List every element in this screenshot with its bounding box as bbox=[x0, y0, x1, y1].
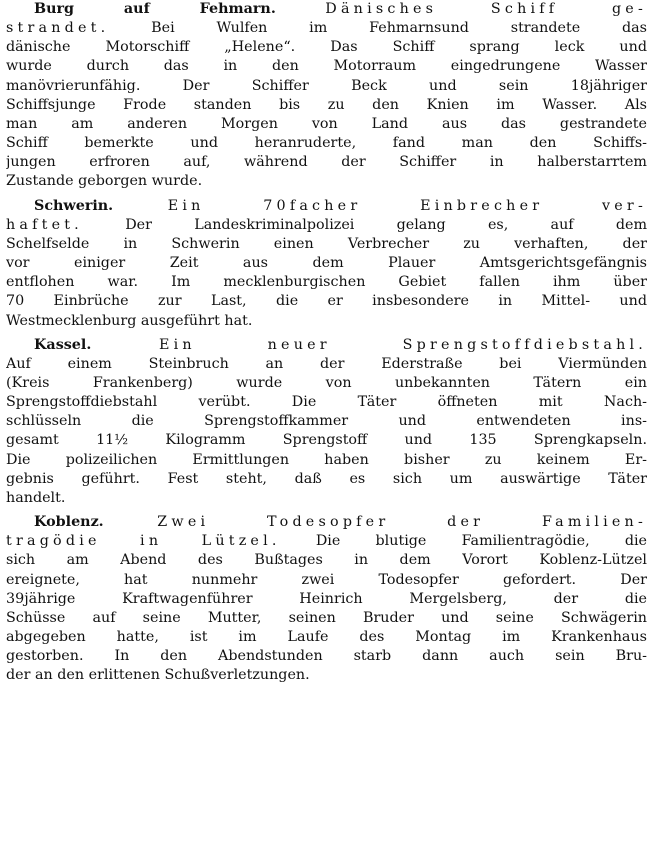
article-line bbox=[6, 0, 647, 19]
article-place: Koblenz. bbox=[34, 514, 104, 531]
article-line bbox=[6, 216, 647, 235]
article-headline: Ein 70facher Einbrecher ver- bbox=[167, 197, 647, 214]
article-headline: Zwei Todesopfer der Familien- bbox=[157, 514, 647, 531]
article-line: 39jährige Kraftwagenführer Heinrich Mergelsberg, der die bbox=[6, 590, 647, 607]
article-line bbox=[6, 336, 647, 355]
article-kassel bbox=[6, 336, 647, 508]
article-headline: Ein neuer Sprengstoffdiebstahl. bbox=[158, 336, 647, 353]
article-line bbox=[6, 19, 647, 38]
article-line: Westmecklenburg ausgeführt hat. bbox=[6, 312, 253, 329]
article-line bbox=[6, 513, 647, 532]
article-place: Burg auf Fehmarn. bbox=[34, 1, 276, 17]
article-place: Kassel. bbox=[34, 336, 92, 353]
article-text: Der Landeskriminalpolizei gelang es, auf dem bbox=[125, 216, 647, 233]
article-place: Schwerin. bbox=[34, 197, 114, 214]
article-line: abgegeben hatte, ist im Laufe des Montag im Krankenhaus bbox=[6, 629, 647, 645]
article-line bbox=[6, 532, 647, 551]
article-line: gebnis geführt. Fest steht, daß es sich um auswärtige Täter bbox=[6, 470, 647, 487]
newspaper-column bbox=[6, 0, 647, 685]
article-text: Bei Wulfen im Fehmarnsund strandete das bbox=[151, 20, 647, 37]
article-line: Schiff bemerkte und heranruderte, fand man den Schiffs- bbox=[6, 135, 647, 152]
article-line: Schüsse auf seine Mutter, seinen Bruder und seine Schwägerin bbox=[6, 609, 647, 626]
article-line: sich am Abend des Bußtages in dem Vorort Koblenz-Lützel bbox=[6, 552, 647, 569]
article-line: ereignete, hat nunmehr zwei Todesopfer gefordert. Der bbox=[6, 571, 647, 588]
article-headline: haftet. bbox=[6, 216, 83, 233]
article-burg-auf-fehmarn bbox=[6, 0, 647, 192]
article-line: der an den erlittenen Schußverletzungen. bbox=[6, 667, 310, 684]
article-line: (Kreis Frankenberg) wurde von unbekannten Tätern ein bbox=[6, 374, 647, 391]
article-line: Die polizeilichen Ermittlungen haben bisher zu keinem Er- bbox=[6, 451, 647, 468]
article-line: dänische Motorschiff „Helene“. Das Schiff sprang leck und bbox=[6, 39, 647, 56]
article-headline: tragödie in Lützel. bbox=[6, 533, 281, 550]
article-line: wurde durch das in den Motorraum eingedrungene Wasser bbox=[6, 58, 647, 75]
article-line: Auf einem Steinbruch an der Ederstraße bei Viermünden bbox=[6, 355, 647, 372]
article-headline: Dänisches Schiff ge- bbox=[325, 1, 647, 17]
article-text: Die blutige Familientragödie, die bbox=[315, 533, 647, 550]
article-line: handelt. bbox=[6, 489, 66, 506]
article-koblenz bbox=[6, 513, 647, 685]
article-line: Sprengstoffdiebstahl verübt. Die Täter öffneten mit Nach- bbox=[6, 394, 647, 411]
article-line: Schelfselde in Schwerin einen Verbrecher zu verhaften, der bbox=[6, 235, 647, 252]
article-line: schlüsseln die Sprengstoffkammer und entwendeten ins- bbox=[6, 413, 647, 430]
article-line: entflohen war. Im mecklenburgischen Gebiet fallen ihm über bbox=[6, 274, 647, 291]
article-line: vor einiger Zeit aus dem Plauer Amtsgerichtsgefängnis bbox=[6, 255, 647, 272]
article-line: 70 Einbrüche zur Last, die er insbesondere in Mittel- und bbox=[6, 293, 647, 310]
article-line: gesamt 11½ Kilogramm Sprengstoff und 135 Sprengkapseln. bbox=[6, 432, 647, 449]
article-line: Zustande geborgen wurde. bbox=[6, 173, 203, 190]
article-headline: strandet. bbox=[6, 20, 110, 37]
article-line: manövrierunfähig. Der Schiffer Beck und sein 18jähriger bbox=[6, 77, 647, 94]
article-line: Schiffsjunge Frode standen bis zu den Knien im Wasser. Als bbox=[6, 96, 647, 113]
article-line: jungen erfroren auf, während der Schiffer in halberstarrtem bbox=[6, 154, 647, 171]
article-line bbox=[6, 197, 647, 216]
article-line: gestorben. In den Abendstunden starb dann auch sein Bru- bbox=[6, 648, 647, 665]
article-line: man am anderen Morgen von Land aus das gestrandete bbox=[6, 115, 647, 132]
article-schwerin bbox=[6, 197, 647, 331]
